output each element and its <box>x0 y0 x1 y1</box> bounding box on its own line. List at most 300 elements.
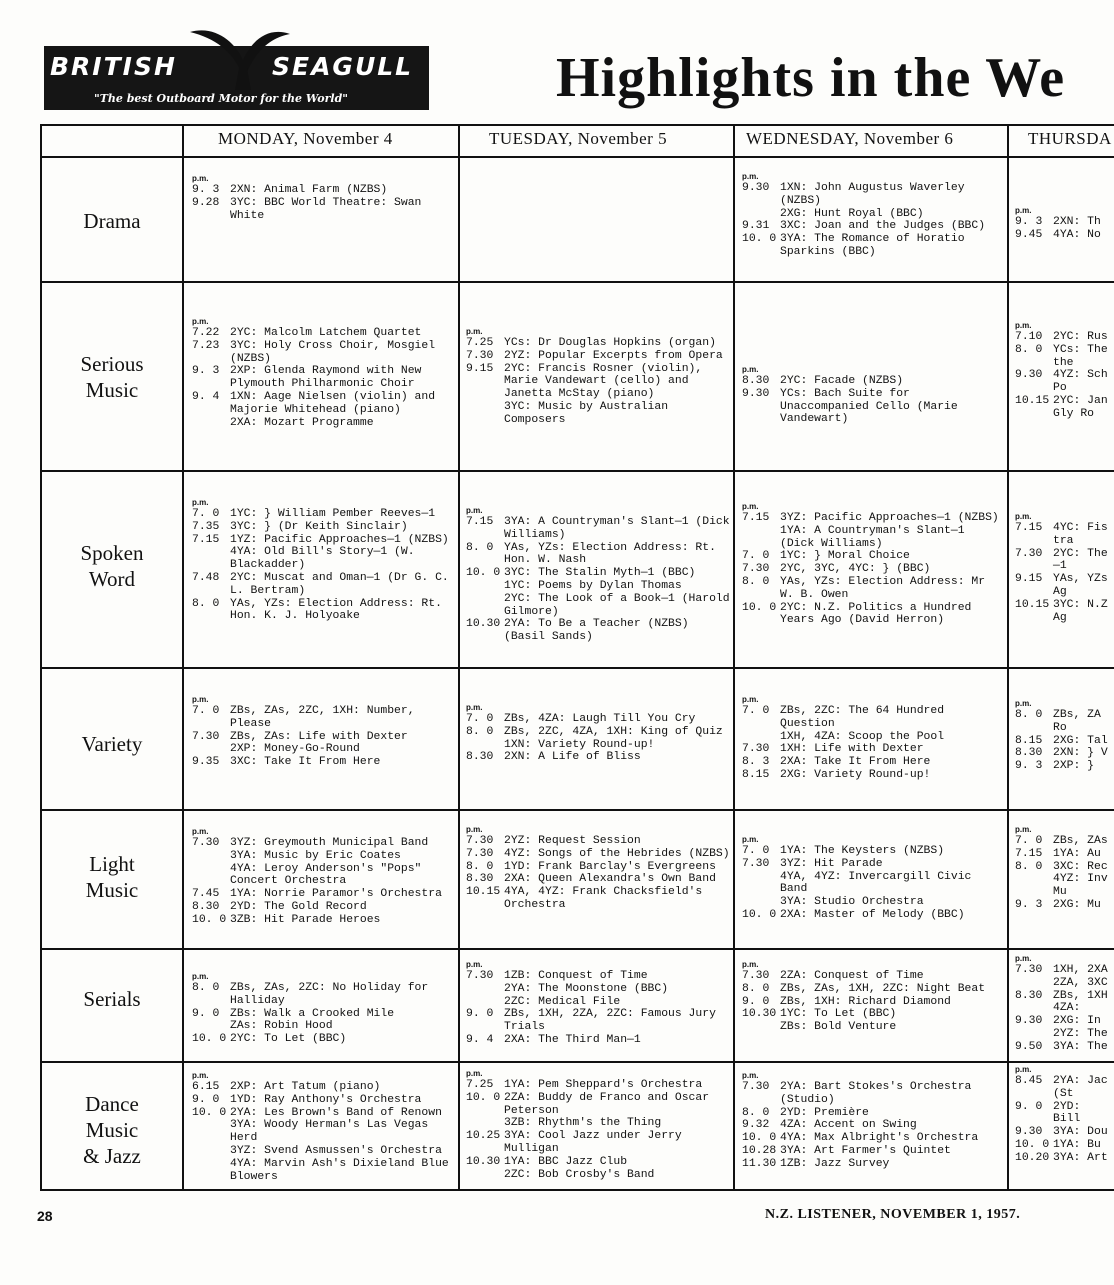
programme-entry <box>466 1130 731 1156</box>
programme-title: 2YC: To Let (BBC) <box>230 1033 347 1046</box>
programme-entry <box>742 220 1005 233</box>
programme-title: YCs: Bach Suite for Unaccompanied Cello (Marie Vandewart) <box>780 387 958 426</box>
programme-time: 9.32 <box>742 1119 770 1132</box>
programme-title: 1XH, 2XA 2ZA, 3XC <box>1053 964 1108 989</box>
programme-time: 8. 0 <box>192 982 220 994</box>
pm-label: p.m. <box>742 1071 759 1080</box>
programme-entry <box>1015 760 1113 773</box>
programme-entry <box>742 983 1005 996</box>
programme-entry <box>466 1079 731 1092</box>
programme-entry <box>742 858 1005 871</box>
programme-entry <box>742 909 1005 922</box>
programme-entry <box>466 970 731 983</box>
programme-time: 7.30 <box>1015 547 1043 560</box>
programme-time: 8.30 <box>192 900 220 913</box>
grid-divider <box>1007 124 1009 1191</box>
programme-entry <box>192 837 456 850</box>
programme-entry <box>192 705 456 731</box>
programme-entry <box>1015 1101 1113 1127</box>
programme-title: 2YD: Bill <box>1053 1100 1081 1126</box>
programme-entry <box>466 835 731 848</box>
programme-entry <box>742 1107 1005 1120</box>
programme-title: 3ZB: Rhythm's the Thing <box>504 1117 662 1130</box>
programme-time: 9. 0 <box>466 1008 494 1021</box>
programme-entry <box>1015 1152 1113 1165</box>
programme-entry <box>466 983 731 996</box>
programme-title: 2XA: Queen Alexandra's Own Band <box>504 873 716 886</box>
category-label: Spoken Word <box>80 541 144 591</box>
programme-title: 1XN: Variety Round-up! <box>504 738 655 751</box>
day-header: TUESDAY, November 5 <box>489 129 668 148</box>
schedule-cell <box>466 960 731 1047</box>
programme-entry <box>742 388 1005 426</box>
programme-title: 2ZC: Bob Crosby's Band <box>504 1168 655 1181</box>
programme-time <box>742 871 780 897</box>
programme-entry <box>466 593 731 619</box>
programme-time: 8. 0 <box>466 541 494 554</box>
programme-time: 9.15 <box>1015 573 1043 586</box>
programme-time: 9.30 <box>1015 1015 1043 1028</box>
programme-time: 10. 0 <box>466 1091 501 1104</box>
programme-title: 4YA, 4YZ: Frank Chacksfield's Orchestra <box>504 886 703 911</box>
programme-entry <box>192 1020 456 1033</box>
programme-title: ZBs, 1XH 4ZA: <box>1053 989 1108 1015</box>
programme-title: 3YA: Woody Herman's Las Vegas Herd <box>230 1119 429 1145</box>
programme-time: 9. 3 <box>1015 216 1043 228</box>
programme-time: 8.15 <box>1015 734 1043 747</box>
programme-entry <box>1015 1075 1113 1101</box>
pm-label: p.m. <box>192 695 209 704</box>
pm-label: p.m. <box>742 172 759 181</box>
programme-time: 7.15 <box>1015 522 1043 534</box>
programme-title: 2ZA: Buddy de Franco and Oscar Peterson <box>504 1091 710 1117</box>
programme-entry <box>192 756 456 769</box>
schedule-cell <box>466 825 731 912</box>
day-header: MONDAY, November 4 <box>218 129 393 148</box>
programme-time: 7.22 <box>192 327 220 339</box>
programme-time: 6.15 <box>192 1081 220 1093</box>
programme-title: 3YC: Holy Cross Choir, Mosgiel (NZBS) <box>230 339 436 365</box>
programme-title: 4ZA: Accent on Swing <box>780 1119 917 1132</box>
programme-title: 3YZ: Hit Parade <box>780 857 883 870</box>
programme-title: 2XG: Mu <box>1053 898 1101 911</box>
programme-time: 10. 0 <box>742 601 777 614</box>
programme-time: 10.15 <box>466 886 501 899</box>
programme-entry <box>742 1145 1005 1158</box>
programme-entry <box>742 182 1005 208</box>
programme-time: 10. 0 <box>192 1106 227 1119</box>
programme-title: YAs, YZs: Election Address: Rt. Hon. K. J. Holyoake <box>230 597 442 623</box>
programme-entry <box>466 1092 731 1118</box>
programme-title: 1YA: Bu <box>1053 1138 1101 1151</box>
pm-label: p.m. <box>742 960 759 969</box>
programme-title: 2YA: Bart Stokes's Orchestra (Studio) <box>780 1081 972 1106</box>
programme-entry <box>1015 369 1113 395</box>
programme-time: 10.28 <box>742 1144 777 1157</box>
programme-entry <box>192 521 456 534</box>
programme-title: 2XN: Animal Farm (NZBS) <box>230 184 388 196</box>
programme-entry <box>742 1132 1005 1145</box>
programme-title: 3YC: BBC World Theatre: Swan White <box>230 196 422 222</box>
programme-time: 10.25 <box>466 1130 501 1143</box>
programme-time: 10. 0 <box>466 567 501 580</box>
programme-time: 11.30 <box>742 1157 777 1170</box>
programme-title: YCs: Dr Douglas Hopkins (organ) <box>504 337 716 349</box>
programme-title: 4YA: Max Albright's Orchestra <box>780 1132 979 1145</box>
programme-entry <box>192 1145 456 1158</box>
programme-entry <box>1015 735 1113 748</box>
pm-label: p.m. <box>742 365 759 374</box>
programme-title: 2YC: The —1 <box>1053 547 1108 573</box>
programme-entry <box>192 914 456 927</box>
programme-entry <box>466 401 731 427</box>
programme-title: 1YC: Poems by Dylan Thomas <box>504 579 682 592</box>
programme-title: 3YZ: Pacific Approaches—1 (NZBS) <box>780 512 999 524</box>
programme-entry <box>742 1119 1005 1132</box>
programme-title: 2XP: } <box>1053 760 1095 773</box>
programme-entry <box>742 1081 1005 1107</box>
programme-time <box>742 1021 780 1034</box>
programme-title: 2YC: The Look of a Book—1 (Harold Gilmore) <box>504 592 730 618</box>
programme-time: 8. 0 <box>466 860 494 873</box>
programme-time: 7.23 <box>192 339 220 352</box>
programme-time <box>192 863 230 889</box>
schedule-cell <box>742 502 1005 627</box>
programme-time: 8.30 <box>1015 989 1043 1002</box>
category-label: Dance Music & Jazz <box>83 1092 141 1168</box>
schedule-cell <box>1015 206 1113 242</box>
grid-rule <box>40 667 1114 669</box>
pm-label: p.m. <box>192 498 209 507</box>
programme-time: 9.30 <box>742 182 770 194</box>
programme-title: 1YA: Pem Sheppard's Orchestra <box>504 1079 703 1091</box>
category-label: Serious Music <box>80 352 144 402</box>
programme-title: 2XN: Th <box>1053 216 1101 228</box>
programme-title: 3YA: Studio Orchestra <box>780 896 924 909</box>
programme-title: 2ZC: Medical File <box>504 995 621 1008</box>
programme-title: 3YC: } (Dr Keith Sinclair) <box>230 520 408 533</box>
programme-entry <box>1015 522 1113 548</box>
programme-entry <box>466 567 731 580</box>
programme-time <box>466 580 504 593</box>
schedule-cell <box>742 172 1005 259</box>
programme-entry <box>742 896 1005 909</box>
programme-title: 2YZ: Popular Excerpts from Opera <box>504 349 723 362</box>
programme-time: 8. 3 <box>742 756 770 769</box>
pm-label: p.m. <box>466 506 483 515</box>
programme-time: 9. 3 <box>1015 898 1043 911</box>
pm-label: p.m. <box>466 825 483 834</box>
pm-label: p.m. <box>192 827 209 836</box>
programme-time: 7. 0 <box>466 713 494 725</box>
programme-entry <box>466 726 731 739</box>
programme-time: 8.15 <box>742 768 770 781</box>
programme-entry <box>192 901 456 914</box>
programme-title: 2YC: Francis Rosner (violin), Marie Vandewart (cello) and Janetta McStay (piano) <box>504 362 703 401</box>
schedule-cell <box>1015 512 1113 624</box>
programme-time: 7.30 <box>742 970 770 982</box>
pm-label: p.m. <box>466 703 483 712</box>
schedule-cell <box>742 835 1005 922</box>
programme-time <box>192 1020 230 1033</box>
programme-entry <box>192 391 456 417</box>
programme-time <box>742 208 780 221</box>
programme-entry <box>1015 573 1113 599</box>
schedule-cell <box>742 1071 1005 1171</box>
programme-entry <box>192 982 456 1008</box>
programme-title: 1YC: } Moral Choice <box>780 550 910 563</box>
programme-title: 3XC: Rec <box>1053 860 1108 873</box>
programme-entry <box>466 350 731 363</box>
pm-label: p.m. <box>742 502 759 511</box>
schedule-cell <box>1015 1065 1113 1165</box>
programme-title: 3YA: Art <box>1053 1151 1108 1164</box>
pm-label: p.m. <box>1015 954 1032 963</box>
programme-time: 9.35 <box>192 756 220 769</box>
programme-entry <box>1015 1126 1113 1139</box>
programme-time: 7.30 <box>192 730 220 743</box>
programme-entry <box>742 1008 1005 1021</box>
programme-time: 9. 3 <box>192 365 220 378</box>
programme-entry <box>192 1008 456 1021</box>
pm-label: p.m. <box>1015 206 1032 215</box>
programme-time: 8. 0 <box>466 725 494 738</box>
category-label: Variety <box>81 732 143 756</box>
programme-entry <box>1015 873 1113 899</box>
programme-entry <box>1015 1041 1113 1054</box>
programme-title: 3YC: Music by Australian Composers <box>504 400 669 426</box>
programme-time <box>1015 873 1053 899</box>
programme-title: 4YA, 4YZ: Invercargill Civic Band <box>780 870 972 896</box>
programme-time: 8.45 <box>1015 1075 1043 1087</box>
schedule-cell <box>1015 699 1113 773</box>
programme-entry <box>742 576 1005 602</box>
category-label: Serials <box>83 987 141 1011</box>
schedule-cell <box>466 1069 731 1181</box>
grid-rule <box>40 281 1114 283</box>
programme-entry <box>466 1034 731 1047</box>
programme-entry <box>192 1094 456 1107</box>
page-number: 28 <box>37 1208 53 1224</box>
programme-title: YCs: The the <box>1053 343 1108 369</box>
pm-label: p.m. <box>1015 321 1032 330</box>
programme-entry <box>466 618 731 644</box>
programme-entry <box>466 516 731 542</box>
pm-label: p.m. <box>1015 825 1032 834</box>
programme-title: ZBs, ZAs, 1XH, 2ZC: Night Beat <box>780 982 986 995</box>
programme-time <box>192 417 230 430</box>
programme-time: 7.10 <box>1015 331 1043 343</box>
programme-time: 7.30 <box>742 743 770 756</box>
page-headline: Highlights in the We <box>556 47 1066 109</box>
programme-title: 2XG: Hunt Royal (BBC) <box>780 207 924 220</box>
programme-entry <box>192 863 456 889</box>
programme-time: 9.30 <box>742 387 770 400</box>
programme-entry <box>466 996 731 1009</box>
programme-title: 2XG: Tal <box>1053 734 1108 747</box>
pm-label: p.m. <box>192 972 209 981</box>
programme-title: 3ZB: Hit Parade Heroes <box>230 913 381 926</box>
programme-title: 3YZ: Svend Asmussen's Orchestra <box>230 1144 442 1157</box>
programme-time: 7.30 <box>466 349 494 362</box>
schedule-cell <box>192 498 456 623</box>
programme-title: 2XN: } V <box>1053 747 1108 760</box>
programme-title: 1ZB: Jazz Survey <box>780 1157 890 1170</box>
programme-title: ZBs, ZAs: Life with Dexter <box>230 730 408 743</box>
programme-time: 7.30 <box>466 847 494 860</box>
programme-entry <box>466 1117 731 1130</box>
programme-title: 2YC: Rus <box>1053 331 1108 343</box>
programme-time: 10.20 <box>1015 1151 1050 1164</box>
programme-title: 2YC, 3YC, 4YC: } (BBC) <box>780 563 931 576</box>
programme-entry <box>466 363 731 401</box>
programme-title: 1YA: Norrie Paramor's Orchestra <box>230 888 442 901</box>
pm-label: p.m. <box>192 317 209 326</box>
programme-entry <box>742 731 1005 744</box>
programme-entry <box>742 705 1005 731</box>
programme-time: 7.30 <box>742 1081 770 1093</box>
programme-time <box>466 1117 504 1130</box>
programme-entry <box>192 365 456 391</box>
pm-label: p.m. <box>192 174 209 183</box>
programme-title: 1YA: Au <box>1053 847 1101 860</box>
programme-entry <box>1015 964 1113 990</box>
programme-entry <box>192 1119 456 1145</box>
schedule-cell <box>466 506 731 644</box>
programme-time: 9.50 <box>1015 1040 1043 1053</box>
programme-title: 2YC: Muscat and Oman—1 (Dr G. C. L. Bertram) <box>230 571 449 597</box>
programme-title: 3YA: Dou <box>1053 1126 1108 1139</box>
programme-time: 10.15 <box>1015 598 1050 611</box>
programme-entry <box>742 769 1005 782</box>
day-header: WEDNESDAY, November 6 <box>746 129 954 148</box>
schedule-cell <box>742 365 1005 426</box>
programme-title: 2XA: Mozart Programme <box>230 416 374 429</box>
programme-title: ZAs: Robin Hood <box>230 1020 333 1033</box>
programme-title: 2XG: Variety Round-up! <box>780 768 931 781</box>
programme-entry <box>742 602 1005 628</box>
programme-time: 7. 0 <box>742 550 770 563</box>
schedule-cell <box>466 703 731 764</box>
programme-entry <box>1015 848 1113 861</box>
programme-time: 7.30 <box>742 857 770 870</box>
programme-title: ZBs, 1XH, 2ZA, 2ZC: Famous Jury Trials <box>504 1008 716 1034</box>
pm-label: p.m. <box>466 960 483 969</box>
programme-time: 8.30 <box>742 375 770 387</box>
programme-entry <box>1015 331 1113 344</box>
programme-time <box>742 525 780 551</box>
programme-title: 2XA: Take It From Here <box>780 756 931 769</box>
programme-title: 3YA: The <box>1053 1040 1108 1053</box>
programme-time: 7.15 <box>742 512 770 524</box>
schedule-cell <box>742 695 1005 782</box>
programme-title: 2YA: The Moonstone (BBC) <box>504 982 669 995</box>
day-header: THURSDA <box>1028 129 1112 148</box>
programme-entry <box>192 1107 456 1120</box>
programme-entry <box>1015 835 1113 848</box>
pm-label: p.m. <box>1015 512 1032 521</box>
programme-title: 1YD: Ray Anthony's Orchestra <box>230 1093 422 1106</box>
programme-time: 9.31 <box>742 220 770 233</box>
programme-title: 4YC: Fis tra <box>1053 522 1108 547</box>
programme-title: 2ZA: Conquest of Time <box>780 970 924 982</box>
programme-entry <box>466 848 731 861</box>
programme-title: 1YC: } William Pember Reeves—1 <box>230 508 436 520</box>
programme-time: 9. 4 <box>466 1033 494 1046</box>
grid-divider <box>182 124 184 1191</box>
pm-label: p.m. <box>466 1069 483 1078</box>
programme-title: 3YA: The Romance of Horatio Sparkins (BBC) <box>780 233 965 258</box>
grid-divider <box>733 124 735 1191</box>
programme-entry <box>742 525 1005 551</box>
programme-entry <box>192 1081 456 1094</box>
programme-title: 2XP: Art Tatum (piano) <box>230 1081 381 1093</box>
programme-title: 3YA: A Countryman's Slant—1 (Dick Williams) <box>504 516 730 541</box>
programme-time: 8. 0 <box>1015 343 1043 356</box>
programme-time: 7.25 <box>466 1079 494 1091</box>
programme-entry <box>1015 747 1113 760</box>
programme-time: 7. 0 <box>742 845 770 857</box>
programme-title: 3XC: Take It From Here <box>230 756 381 769</box>
programme-time <box>466 996 504 1009</box>
programme-entry <box>742 743 1005 756</box>
programme-time: 8. 0 <box>1015 860 1043 873</box>
programme-title: 3XC: Joan and the Judges (BBC) <box>780 220 986 233</box>
programme-time: 8. 0 <box>1015 709 1043 721</box>
programme-time: 10. 0 <box>742 908 777 921</box>
programme-title: 4YA: Marvin Ash's Dixieland Blue Blowers <box>230 1157 449 1183</box>
programme-entry <box>1015 709 1113 735</box>
grid-rule <box>40 156 1114 158</box>
programme-title: 3YC: The Stalin Myth—1 (BBC) <box>504 567 696 580</box>
programme-entry <box>192 1033 456 1046</box>
programme-time: 7.15 <box>466 516 494 528</box>
programme-title: ZBs, ZAs, 2ZC, 1XH: Number, Please <box>230 705 415 730</box>
programme-entry <box>742 1158 1005 1171</box>
programme-entry <box>192 572 456 598</box>
programme-title: ZBs, ZAs, 2ZC: No Holiday for Halliday <box>230 982 429 1007</box>
programme-time: 9. 0 <box>742 995 770 1008</box>
programme-time: 10. 0 <box>742 1132 777 1145</box>
programme-title: 1XH: Life with Dexter <box>780 743 924 756</box>
programme-entry <box>742 512 1005 525</box>
programme-time: 8.30 <box>1015 747 1043 760</box>
programme-time <box>192 1158 230 1184</box>
programme-time: 10.30 <box>466 1155 501 1168</box>
programme-time <box>192 850 230 863</box>
programme-title: ZBs, ZAs <box>1053 835 1108 847</box>
programme-title: 1YA: BBC Jazz Club <box>504 1155 628 1168</box>
programme-time <box>466 739 504 752</box>
programme-time: 8.30 <box>466 873 494 886</box>
programme-title: 2XA: Master of Melody (BBC) <box>780 908 965 921</box>
programme-title: 1YC: To Let (BBC) <box>780 1008 897 1021</box>
programme-title: 2YA: Jac (St <box>1053 1075 1108 1100</box>
programme-title: 2XG: In 2YZ: The <box>1053 1015 1108 1040</box>
programme-entry <box>192 598 456 624</box>
schedule-cell <box>1015 954 1113 1054</box>
programme-title: 3YC: N.Z Ag <box>1053 598 1108 624</box>
programme-title: ZBs, 4ZA: Laugh Till You Cry <box>504 713 696 725</box>
programme-time: 9. 4 <box>192 390 220 403</box>
programme-title: 1YZ: Pacific Approaches—1 (NZBS) <box>230 533 449 546</box>
programme-time: 10. 0 <box>1015 1138 1050 1151</box>
category-label: Drama <box>83 209 141 233</box>
programme-entry <box>192 731 456 744</box>
programme-entry <box>192 743 456 756</box>
programme-title: 2YC: N.Z. Politics a Hundred Years Ago (David Herron) <box>780 601 972 627</box>
programme-entry <box>1015 229 1113 242</box>
